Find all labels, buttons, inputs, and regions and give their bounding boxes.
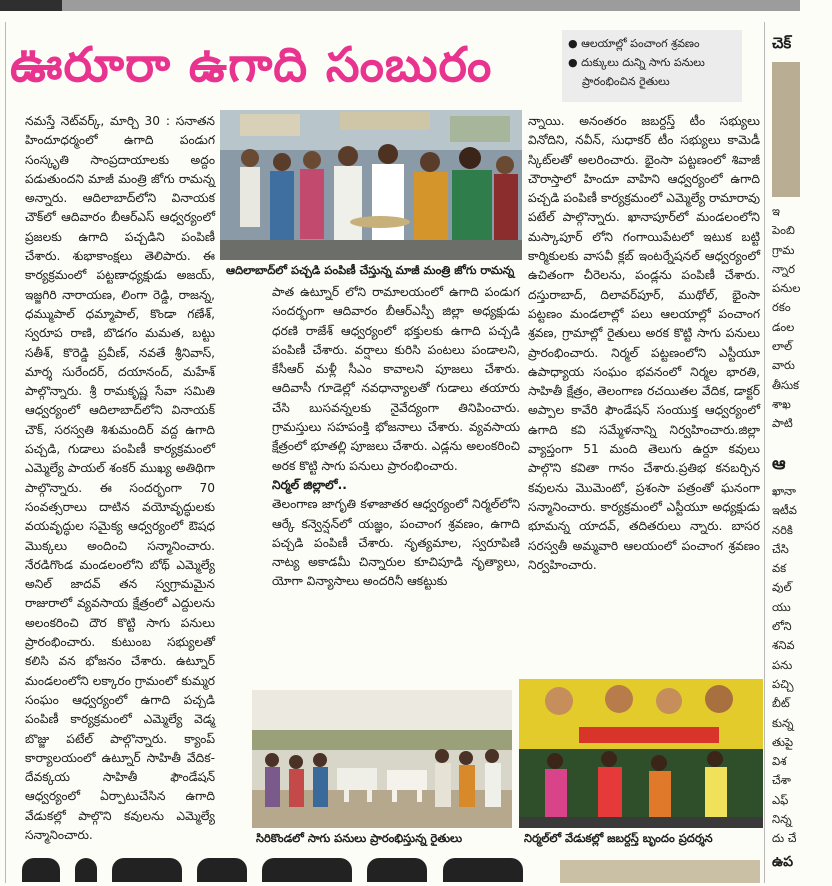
photo-farmers-field-work (252, 690, 512, 828)
top-bar (0, 0, 800, 11)
next-article-headline-cutoff (22, 858, 562, 883)
article-column-3 (528, 112, 760, 664)
adjacent-text-line: ఎఫ్ (772, 792, 789, 807)
photo-ugadi-pachadi-distribution (220, 110, 522, 260)
column-rule-right (764, 22, 765, 883)
photo-jabardasth-performance (519, 679, 763, 828)
highlight-item: ● ఆలయాల్లో పంచాంగ శ్రవణం (568, 37, 700, 50)
adjacent-text-line: ఇటీవ (772, 503, 797, 518)
adjacent-text-line: రకం (772, 300, 791, 315)
headline-glyph-fragment (262, 858, 352, 882)
article-text: తెలంగాణ జాగృతి కళాజాతర ఆధ్వర్యంలో నిర్మల్‌లోని ఆర్కే కన్వెన్షన్‌లో యజ్ఞం, పంచాంగ శ్రవణం, ఉగాది పచ్చడి పంపిణీ చేశారు. నృత్యమాల, స్వరూపిణి నాట్య అకాడమీ చిన్నారుల కూచిపూడి నృత్యాలు, యోగా విన్యాసాలు అందరినీ ఆకట్టుకు (272, 497, 520, 589)
adjacent-text-line: పను (772, 657, 793, 672)
adjacent-text-line: విశ (772, 754, 787, 769)
adjacent-article-strip (768, 22, 800, 883)
adjacent-text-line: నరికి (772, 522, 793, 537)
adjacent-text-line: దు చే (772, 831, 797, 846)
article-column-1 (25, 112, 215, 842)
adjacent-text-line: శనివ (772, 638, 795, 653)
adjacent-text-line: తీసుక (772, 377, 800, 392)
adjacent-text-line: బీట్ (772, 696, 790, 711)
adjacent-text-line: గ్రామ (772, 242, 795, 257)
headline-glyph-fragment (197, 858, 247, 882)
adjacent-text-line: శాఖ (772, 396, 791, 411)
adjacent-text-line: లోని (772, 619, 792, 634)
adjacent-text-line: డంల (772, 319, 795, 334)
column-rule-left (5, 22, 6, 883)
adjacent-article-photo (772, 62, 800, 197)
adjacent-article-text-block-2 (772, 482, 832, 849)
adjacent-text-line: వక (772, 561, 787, 576)
adjacent-text-line: లాల్ (772, 339, 793, 354)
adjacent-text-line: నిన్న (772, 812, 792, 827)
article-text: పాత ఉట్నూర్ లోని రామాలయంలో ఉగాది పండుగ సందర్భంగా ఆదివారం బీఆర్‌ఎస్పీ జిల్లా అధ్యక్షుడు ధరణి రాజేశ్ ఆధ్వర్యంలో భక్తులకు ఉగాది పచ్చడి పంపిణీ చేశారు. వర్షాలు కురిసి పంటలు పండాలని, కేసీఆర్ మళ్లీ సీఎం కావాలని పూజలు చేశారు. ఆదివాసీ గూడెల్లో నవధాన్యాలతో గుడాలు తయారు చేసి బుసవన్నలకు నైవేద్యంగా తినిపించారు. గ్రామస్తులు సహపంక్తి భోజనాలు చేశారు. వ్యవసాయ క్షేత్రంలో భూతల్లి పూజలు చేశారు. ఎడ్లను అలంకరించి అరక కొట్టి సాగు పనులు ప్రారంభించారు. (272, 285, 520, 473)
article-column-2 (272, 283, 520, 589)
adjacent-text-line: పెంబి (772, 223, 795, 238)
photo-caption-2: సిరికొండలో సాగు పనులు ప్రారంభిస్తున్న రైతులు (256, 831, 463, 845)
highlight-item: ప్రారంభించిన రైతులు (582, 75, 670, 88)
adjacent-text-line: పచ్చి (772, 676, 794, 691)
article-text: నమస్తే నెట్‌వర్క్, మార్చి 30 : సనాతన హిందూధర్మంలో ఉగాది పండుగ సంస్కృతి సాంప్రదాయాలకు అద్దం పడుతుందని మాజీ మంత్రి జోగు రామన్న అన్నారు. ఆదిలాబాద్‌లోని వినాయక చౌక్‌లో ఆదివారం బీఆర్‌ఎస్ ఆధ్వర్యంలో ప్రజలకు ఉగాది పచ్చడిని పంపిణీ చేశారు. శుభాకాంక్షలు తెలిపారు. ఈ కార్యక్రమంలో పట్టణాధ్యక్షుడు అజయ్, ఇజ్జగిరి నారాయణ, లింగా రెడ్డి, రాజన్న, ధమ్ముపాల్ ధమ్మాపాల్, కొండా గణేశ్, స్వరూప రాణి, బొడగం మమత, బట్టు సతీశ్, కొరెడ్డి ప్రవీణ్, నవతే శ్రీనివాస్, మార్శ సురేందర్, దయానంద్, మహేశ్ పాల్గొన్నారు. శ్రీ రామకృష్ణ సేవా సమితి ఆధ్వర్యంలో ఆదిలాబాద్‌లోని వినాయక్ చౌక్, సరస్వతి శిశుమందిర్ వద్ద ఉగాది పచ్చడి, గుడాలు పంపిణీ కార్యక్రమంలో ఎమ్మెల్యే పాయల్ శంకర్ ముఖ్య అతిథిగా పాల్గొన్నారు. ఈ సందర్భంగా 70 సంవత్సరాలు దాటిన వయోవృద్ధులకు వయవృద్ధుల సమైక్య ఆధ్వర్యంలో ఔషధ మొక్కలు అందించి సన్మానించారు. నేరడిగొండ మండలంలోని బోథ్ ఎమ్మెల్యే అనిల్ జాదవ్ తన స్వగ్రామమైన రాజురాలో వ్యవసాయ క్షేత్రంలో ఎద్దులను అలంకరించి దౌర కొట్టి సాగు పనులు ప్రారంభించారు. కుటుంబ సభ్యులతో కలిసి వన భోజనం చేశారు. ఉట్నూర్ మండలంలోని లక్కారం గ్రామంలో కుమ్మర సంఘం ఆధ్వర్యంలో ఉగాది పచ్చడి పంపిణీ కార్యక్రమంలో ఎమ్మెల్యే వెడ్మ బొజ్జు పటేల్ పాల్గొన్నారు. క్యాంప్ కార్యాలయంలో ఉట్నూర్ సాహితీ వేదిక-దేవక్కయ సాహితీ ఫౌండేషన్ ఆధ్వర్యంలో ఏర్పాటుచేసిన ఉగాది వేడుకల్లో పాల్గొని కవులను ఎమ్మెల్యే సన్మానించారు. (25, 114, 215, 842)
headline-glyph-fragment (112, 858, 182, 882)
adjacent-text-line: వుల్ (772, 580, 792, 595)
top-bar-dark-segment (0, 0, 62, 11)
headline-glyph-fragment (22, 858, 60, 882)
headline-glyph-fragment (367, 858, 427, 882)
photo-caption-3: నిర్మల్‌లో వేడుకల్లో జబర్దస్త్ బృందం ప్రదర్శన (524, 831, 713, 845)
adjacent-text-line: వారు (772, 358, 795, 373)
adjacent-text-line: ఖానా (772, 484, 796, 498)
adjacent-text-line: తుపై (772, 734, 794, 749)
adjacent-text-line: యు (772, 599, 791, 614)
adjacent-text-line: పనుల (772, 281, 801, 296)
adjacent-text-line: న్నార (772, 261, 795, 276)
highlights-box (562, 30, 742, 102)
article-text: న్నాయి. అనంతరం జబర్దస్త్ టీం సభ్యులు వినోదిని, నవీన్, సుధాకర్ టీం సభ్యులు కామెడీ స్కిట్‌లతో అలరించారు. భైంసా పట్టణంలో శివాజీ చౌరాస్తాలో హిందూ వాహిని ఆధ్వర్యంలో ఉగాది పచ్చడి పంపిణీ కార్యక్రమంలో ఎమ్మెల్యే రామారావు పటేల్ పాల్గొన్నారు. ఖానాపూర్‌లో మండలంలోని మస్కాపూర్ లోని గంగాయిపేటలో ఇటుక బట్టి కార్మికులకు వాసవీ క్లబ్ ఇంటర్నేషనల్ ఆధ్వర్యంలో ఉచితంగా చీరెలను, పండ్లను పంపిణీ చేశారు. దస్తురాబాద్, దిలావర్‌పూర్, ముథోల్, భైంసా పట్టణం మండలాల్లో పలు ఆలయాల్లో పంచాంగ శ్రవణ, గ్రామాల్లో రైతులు అరక కొట్టి సాగు పనులు ప్రారంభించారు. నిర్మల్ పట్టణంలోని ఎస్టీయూ ఉపాధ్యాయ సంఘం భవనంలో నిర్మల భారతి, సాహితీ క్షేత్రం, తెలంగాణ రచయితల వేదిక, డాక్టర్ అప్పాల కావేరి ఫౌండేషన్ సంయుక్త ఆధ్వర్యంలో ఉగాది కవి సమ్మేళనాన్ని నిర్వహించారు.జిల్లా వ్యాప్తంగా 51 మంది తెలుగు ఉర్దూ కవులు పాల్గొని కవితా గానం చేశారు.ప్రతిభ కనబర్చిన కవులను మొమెంటో, ప్రశంసా పత్రంతో ఘనంగా సన్మానించారు. కార్యక్రమంలో ఎస్టీయూ అధ్యక్షుడు భూమన్న యాదవ్, తదితరులు న్నారు. బాసర సరస్వతీ అమ్మవారి ఆలయంలో పంచాంగ శ్రవణం నిర్వహించారు. (528, 114, 760, 572)
adjacent-article-subhead: ఆ (772, 454, 786, 474)
next-article-photo-cutoff (560, 860, 760, 883)
photo-caption-1: ఆదిలాబాద్‌లో పచ్చడి పంపిణీ చేస్తున్న మాజీ మంత్రి జోగు రామన్న (226, 263, 515, 277)
adjacent-article-title: చెక్ (772, 34, 792, 52)
adjacent-text-line: ఇ (772, 204, 780, 218)
headline-glyph-fragment (75, 858, 97, 882)
adjacent-article-text-block-1 (772, 202, 832, 434)
district-subhead: నిర్మల్ జిల్లాలో.. (272, 477, 347, 492)
adjacent-article-footer: ఉప (772, 854, 794, 870)
adjacent-text-line: పాటి (772, 416, 793, 431)
adjacent-text-line: కున్న (772, 715, 794, 730)
headline-glyph-fragment (443, 858, 523, 882)
adjacent-text-line: చేశా (772, 773, 791, 788)
headline: ఊరూరా ఉగాది సంబురం (10, 37, 493, 93)
adjacent-text-line: చేసి (772, 541, 789, 556)
highlight-item: ● దుక్కులు దున్ని సాగు పనులు (568, 56, 705, 69)
